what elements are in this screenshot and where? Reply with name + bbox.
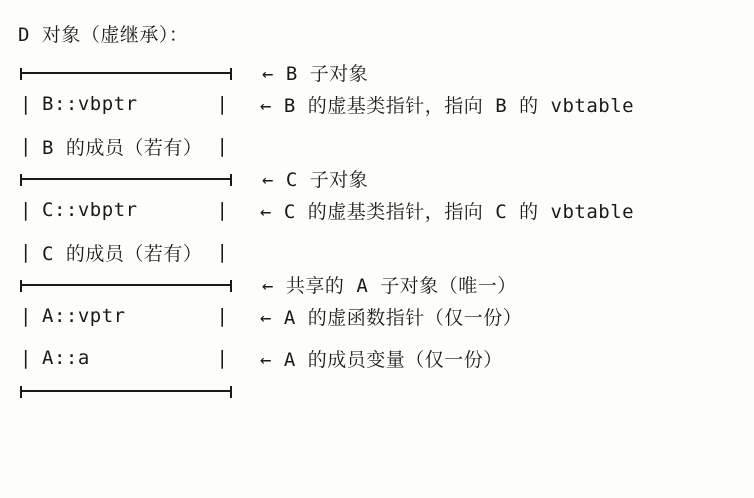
box-left-border-icon: | [20,241,32,263]
field-cell [18,295,230,337]
layout-divider-row [18,167,754,189]
box-left-border-icon: | [20,93,32,115]
box-left-border-icon: | [20,199,32,221]
field-cell [18,337,230,379]
layout-field-row [18,337,754,379]
field-cell [18,189,230,231]
page-title: D 对象（虚继承）： [18,24,189,46]
divider-line [20,284,232,286]
box-right-border-icon: | [216,199,228,221]
annotation-b-subobject: ← B 子对象 [262,62,369,85]
layout-divider-row [18,273,754,295]
memory-layout-diagram [18,61,754,401]
annotation-c-vbptr: ← C 的虚基类指针，指向 C 的 vbtable [260,200,635,223]
layout-field-row [18,295,754,337]
box-right-border-icon: | [216,347,228,369]
box-left-border-icon: | [20,135,32,157]
field-cell [18,231,230,273]
field-label: C 的成员（若有） [42,242,203,265]
field-label: B::vbptr [42,93,138,115]
divider-line [20,390,232,392]
annotation-c-subobject: ← C 子对象 [262,168,369,191]
layout-field-row [18,83,754,125]
layout-field-row [18,231,754,273]
layout-divider-row [18,61,754,83]
layout-divider-row [18,379,754,401]
annotation-shared-a-subobject: ← 共享的 A 子对象（唯一） [262,274,517,297]
field-label: A::vptr [42,305,126,327]
field-label: B 的成员（若有） [42,136,203,159]
annotation-a-member: ← A 的成员变量（仅一份） [260,348,503,371]
field-cell [18,125,230,167]
box-right-border-icon: | [216,305,228,327]
box-right-border-icon: | [216,241,228,263]
field-label: A::a [42,347,90,369]
box-left-border-icon: | [20,347,32,369]
annotation-a-vptr: ← A 的虚函数指针（仅一份） [260,306,523,329]
divider-line [20,178,232,180]
field-cell [18,83,230,125]
annotation-b-vbptr: ← B 的虚基类指针，指向 B 的 vbtable [260,94,635,117]
divider-line [20,72,232,74]
field-label: C::vbptr [42,199,138,221]
box-left-border-icon: | [20,305,32,327]
box-right-border-icon: | [216,93,228,115]
layout-field-row [18,189,754,231]
layout-field-row [18,125,754,167]
box-right-border-icon: | [216,135,228,157]
